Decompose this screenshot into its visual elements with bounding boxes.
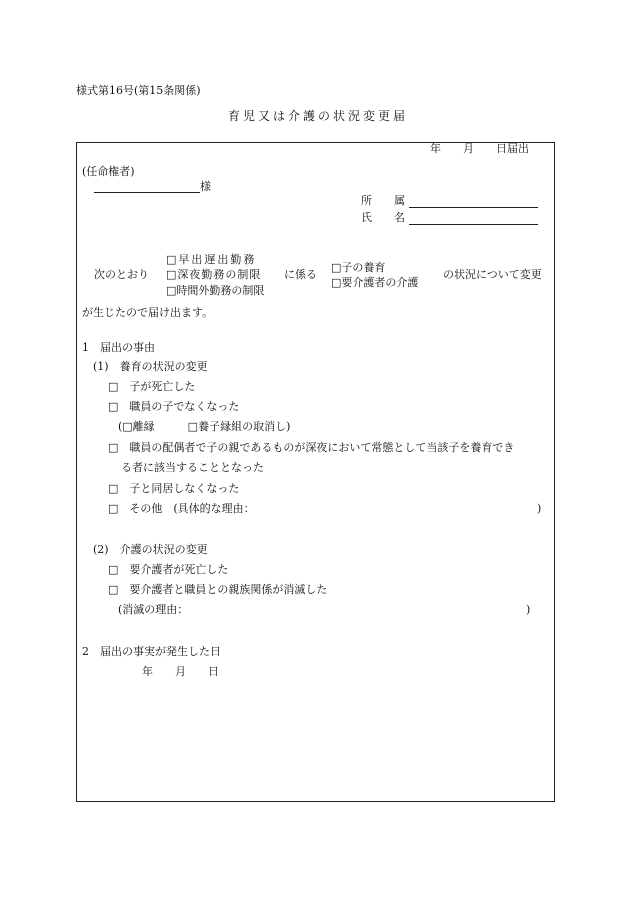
reason-relation-ended[interactable]: □ 要介護者と職員との親族関係が消滅した: [108, 583, 328, 596]
reason-relation-close: ): [526, 603, 531, 616]
submission-date: 年 月 日届出: [430, 142, 529, 155]
form-number: 様式第16号(第15条関係): [76, 84, 201, 97]
option-child-rearing[interactable]: □子の養育: [331, 261, 386, 274]
reason-adoption-detail[interactable]: (□離縁 □養子縁組の取消し): [118, 420, 291, 433]
section2-heading: 2 届出の事実が発生した日: [82, 645, 221, 658]
statement-connector: に係る: [284, 268, 317, 281]
statement-continuation: が生じたので届け出ます。: [82, 306, 214, 319]
reason-other[interactable]: □ その他 (具体的な理由：: [108, 502, 255, 515]
affiliation-field[interactable]: [409, 194, 538, 208]
section1-heading: 1 届出の事由: [82, 341, 155, 354]
reason-not-cohabiting[interactable]: □ 子と同居しなくなった: [108, 482, 240, 495]
option-nursing-care[interactable]: □要介護者の介護: [331, 276, 419, 289]
statement-prefix: 次のとおり: [94, 268, 149, 281]
addressee-label: (任命権者): [82, 165, 135, 178]
section1-sub1-heading: (1) 養育の状況の変更: [93, 360, 208, 373]
option-night-work-limit[interactable]: □深夜勤務の制限: [166, 268, 262, 281]
option-early-late-work[interactable]: □早出遅出勤務: [166, 253, 257, 266]
affiliation-label: 所 属: [361, 194, 405, 207]
section1-sub2-heading: (2) 介護の状況の変更: [93, 543, 208, 556]
occurrence-date: 年 月 日: [142, 665, 219, 678]
reason-spouse-can-rear-cont: る者に該当することとなった: [121, 461, 264, 474]
addressee-suffix: 様: [200, 180, 211, 193]
reason-dependent-died[interactable]: □ 要介護者が死亡した: [108, 563, 229, 576]
reason-not-staff-child[interactable]: □ 職員の子でなくなった: [108, 400, 240, 413]
reason-relation-detail[interactable]: (消滅の理由：: [118, 603, 189, 616]
addressee-field[interactable]: [94, 180, 200, 193]
name-label: 氏 名: [361, 211, 405, 224]
document-title: 育児又は介護の状況変更届: [228, 109, 409, 123]
option-overtime-limit[interactable]: □時間外勤務の制限: [166, 284, 265, 297]
reason-spouse-can-rear[interactable]: □ 職員の配偶者で子の親であるものが深夜において常態として当該子を養育でき: [108, 441, 515, 454]
name-field[interactable]: [409, 211, 538, 225]
reason-child-died[interactable]: □ 子が死亡した: [108, 380, 196, 393]
reason-other-close: ): [537, 502, 542, 515]
statement-suffix: の状況について変更: [443, 268, 542, 281]
